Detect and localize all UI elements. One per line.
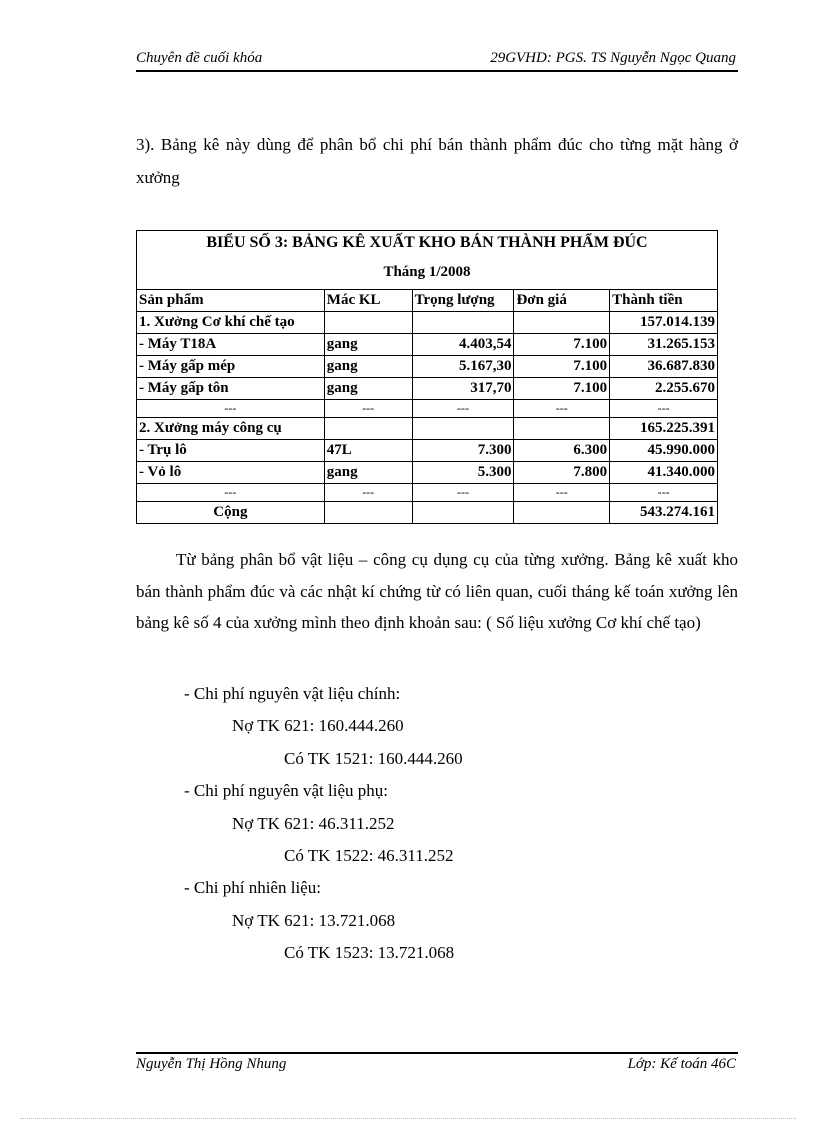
table-row [137,312,718,334]
page-bottom-edge [20,1118,796,1119]
cell: --- [610,400,718,418]
cell: 45.990.000 [610,440,718,462]
header-supervisor: 29GVHD: PGS. TS Nguyễn Ngọc Quang [490,50,736,66]
table-row [137,356,718,378]
entry-label: - Chi phí nhiên liệu: [184,878,321,898]
table-header-row [137,290,718,312]
total-label: Cộng [137,502,325,524]
cell: - Máy gấp mép [137,356,325,378]
cell: --- [514,484,610,502]
cell: --- [514,400,610,418]
table-title: BIỂU SỐ 3: BẢNG KÊ XUẤT KHO BÁN THÀNH PHẨM ĐÚC [137,231,718,256]
cell: --- [324,400,412,418]
col-header-weight: Trọng lượng [412,290,514,312]
cell [412,312,514,334]
entry-credit: Có TK 1522: 46.311.252 [284,845,454,865]
page-footer [136,1056,736,1073]
cell: - Máy gấp tôn [137,378,325,400]
cell [412,418,514,440]
cell: 1. Xưởng Cơ khí chế tạo [137,312,325,334]
cell: 2.255.670 [610,378,718,400]
page-header [136,50,736,67]
cell: --- [610,484,718,502]
cell: 41.340.000 [610,462,718,484]
cell: 157.014.139 [610,312,718,334]
summary-table [136,230,718,524]
table-row [137,418,718,440]
table-row-ellipsis [137,484,718,502]
entry-credit: Có TK 1523: 13.721.068 [284,943,455,963]
table-row [137,440,718,462]
entry-debit: Nợ TK 621: 46.311.252 [232,813,395,833]
cell: 7.300 [412,440,514,462]
cell [514,418,610,440]
cell: - Máy T18A [137,334,325,356]
journal-entries [136,678,463,970]
entry-label: - Chi phí nguyên vật liệu chính: [184,684,401,703]
cell: 2. Xưởng máy công cụ [137,418,325,440]
cell: 47L [324,440,412,462]
cell: gang [324,462,412,484]
cell: --- [412,400,514,418]
cell [324,312,412,334]
entry-credit: Có TK 1521: 160.444.260 [284,748,463,768]
cell: --- [412,484,514,502]
cell: 36.687.830 [610,356,718,378]
table-row [137,378,718,400]
footer-divider [136,1052,738,1054]
cell: --- [137,400,325,418]
cell: 7.100 [514,334,610,356]
col-header-grade: Mác KL [324,290,412,312]
cell: 7.100 [514,378,610,400]
body-paragraph [136,544,738,639]
entry-debit: Nợ TK 621: 160.444.260 [232,716,404,736]
header-course-title: Chuyên đề cuối khóa [136,50,263,66]
cell: 31.265.153 [610,334,718,356]
table-total-row [137,502,718,524]
table-row [137,462,718,484]
table-row-ellipsis [137,400,718,418]
table-row [137,334,718,356]
footer-author: Nguyễn Thị Hồng Nhung [136,1056,287,1072]
cell [324,502,412,524]
cell [412,502,514,524]
cell: 5.167,30 [412,356,514,378]
entry-label: - Chi phí nguyên vật liệu phụ: [184,781,388,801]
cell [324,418,412,440]
col-header-amount: Thành tiền [610,290,718,312]
cell: - Trụ lô [137,440,325,462]
cell [514,502,610,524]
cell: 7.100 [514,356,610,378]
total-value: 543.274.161 [610,502,718,524]
table-month-row [137,255,718,290]
cell: gang [324,356,412,378]
cell: 165.225.391 [610,418,718,440]
cell: 6.300 [514,440,610,462]
cell: 5.300 [412,462,514,484]
body-text: Từ bảng phân bổ vật liệu – công cụ dụng cụ của từng xưởng. Bảng kê xuất kho bán thành phẩm đúc và các nhật kí chứng từ có liên quan, cuối tháng kế toán xưởng lên bảng kê số 4 của xưởng mình theo định khoản sau: ( Số liệu xưởng Cơ khí chế tạo) [136,550,738,632]
col-header-product: Sản phẩm [137,290,325,312]
cell: 7.800 [514,462,610,484]
footer-class: Lớp: Kế toán 46C [627,1056,736,1072]
cell: gang [324,334,412,356]
cell: --- [324,484,412,502]
cell: --- [137,484,325,502]
cell [514,312,610,334]
cell: gang [324,378,412,400]
cell: - Vỏ lô [137,462,325,484]
table-month: Tháng 1/2008 [137,255,718,290]
intro-paragraph: 3). Bảng kê này dùng để phân bổ chi phí bán thành phẩm đúc cho từng mặt hàng ở xưởng [136,135,738,187]
cell: 317,70 [412,378,514,400]
header-divider [136,70,738,72]
col-header-unit-price: Đơn giá [514,290,610,312]
entry-debit: Nợ TK 621: 13.721.068 [232,910,396,930]
table-title-row [137,231,718,256]
cell: 4.403,54 [412,334,514,356]
